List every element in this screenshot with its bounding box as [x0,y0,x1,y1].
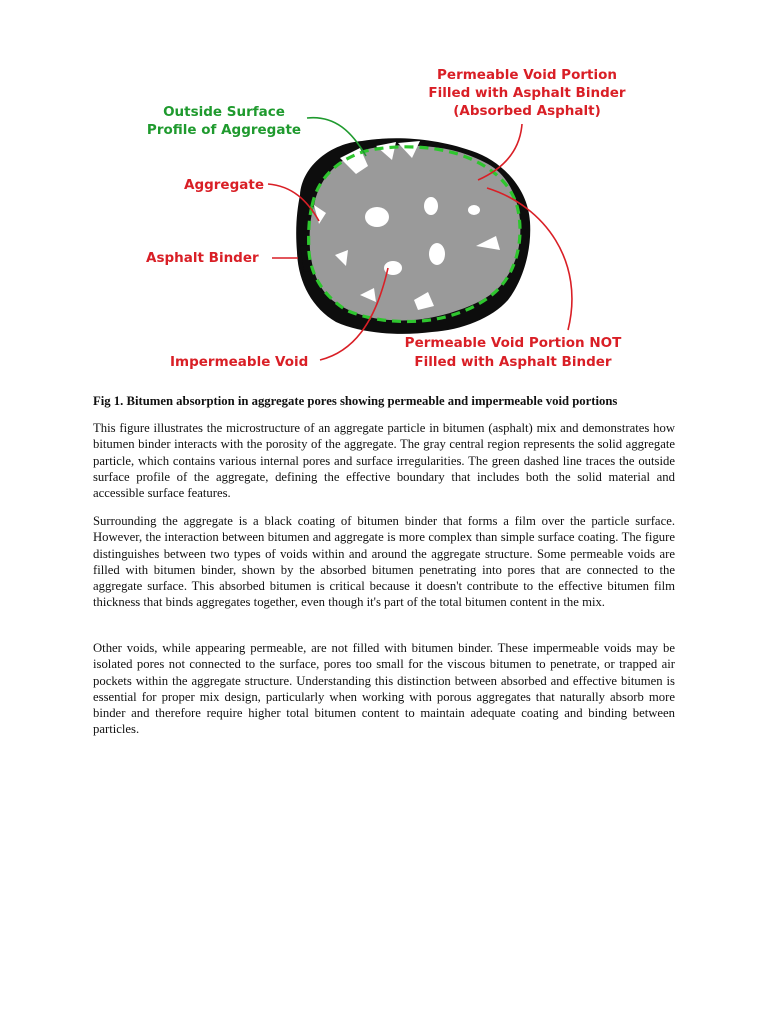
label-permeable-filled-1: Permeable Void Portion [437,67,617,83]
label-aggregate: Aggregate [184,177,264,193]
body-paragraph-2: Surrounding the aggregate is a black coating of bitumen binder that forms a film over the particle surface. However, the interaction between bitumen and aggregate is more complex than simple surface coating. The figure distinguishes between two types of voids within and around the aggregate structure. Some permeable voids are filled with bitumen binder, shown by the absorbed bitumen penetrating into pores that are connected to the aggregate surface. This absorbed bitumen is critical because it doesn't contribute to the effective bitumen film thickness that binds aggregates together, even though it's part of the total bitumen content in the mix. [93,514,675,610]
label-outside-surface-2: Profile of Aggregate [146,122,302,138]
label-permeable-filled-2: Filled with Asphalt Binder [428,85,626,101]
figure-caption: Fig 1. Bitumen absorption in aggregate pores showing permeable and impermeable void portions [93,394,618,408]
label-asphalt-binder: Asphalt Binder [146,250,259,266]
label-outside-surface-1: Outside Surface [163,104,285,120]
aggregate-particle [310,145,521,320]
label-permeable-filled-3: (Absorbed Asphalt) [453,103,601,119]
label-permeable-not-filled-1: Permeable Void Portion NOT [404,335,622,351]
label-impermeable-void: Impermeable Void [170,354,309,370]
label-permeable-not-filled-2: Filled with Asphalt Binder [414,354,612,370]
aggregate-diagram [0,0,768,390]
body-paragraph-1: This figure illustrates the microstructure of an aggregate particle in bitumen (asphalt) mix and demonstrates how bitumen binder interacts with the porosity of the aggregate. The gray central region represents the solid aggregate particle, which contains various internal pores and surface irregularities. The green dashed line traces the outside surface profile of the aggregate, defining the effective boundary that includes both the solid material and accessible surface features. [93,421,675,501]
body-paragraph-3: Other voids, while appearing permeable, are not filled with bitumen binder. These impermeable voids may be isolated pores not connected to the surface, pores too small for the viscous bitumen to penetrate, or trapped air pockets within the aggregate structure. Understanding this distinction between absorbed and effective bitumen is essential for proper mix design, particularly when working with porous aggregates that naturally absorb more binder and therefore require higher total bitumen content to maintain adequate coating and binding between particles. [93,641,675,737]
